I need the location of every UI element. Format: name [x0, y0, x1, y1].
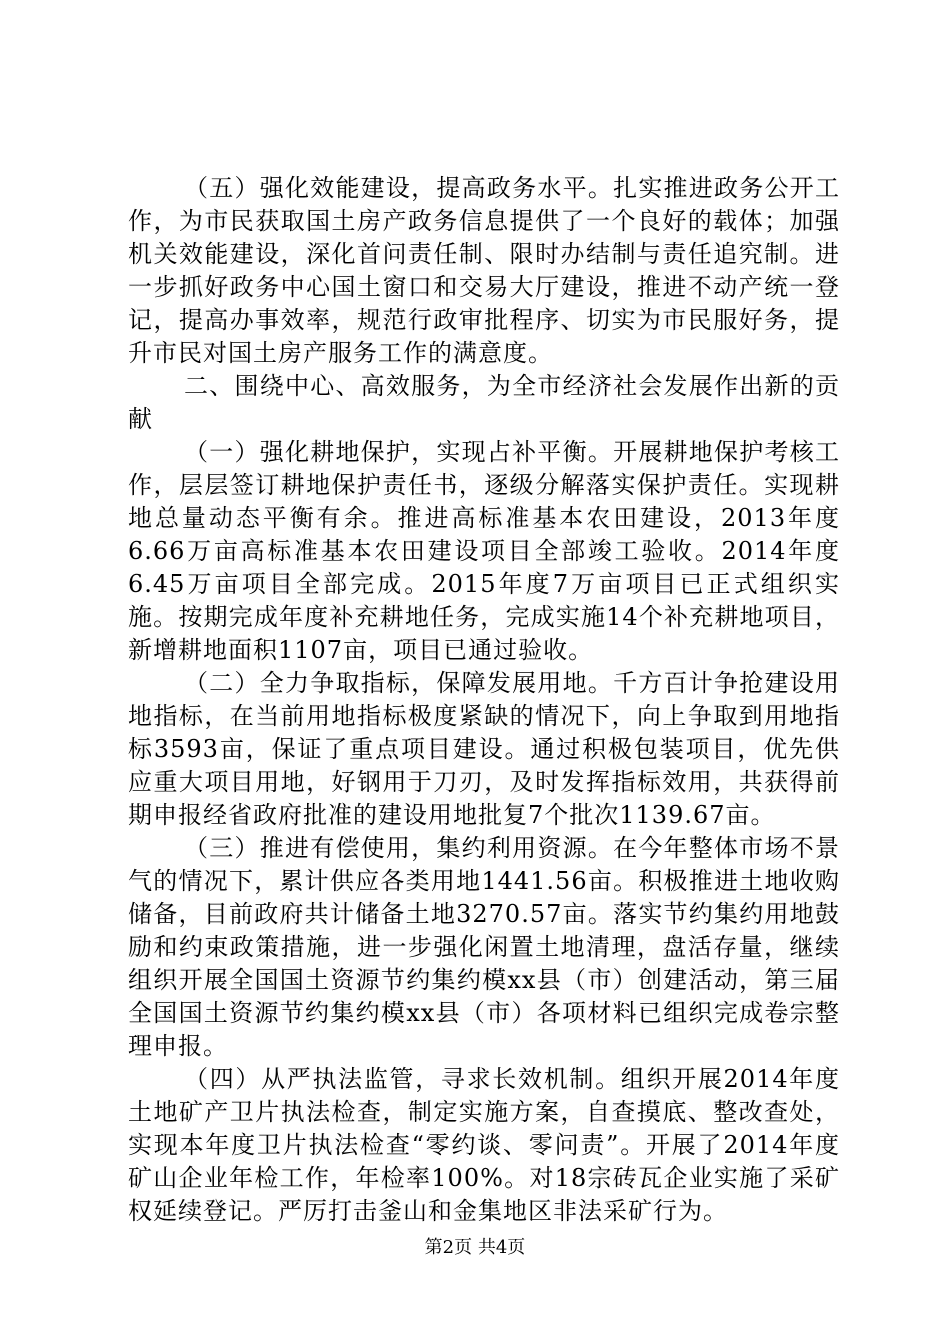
section-heading-two: 二、围绕中心、高效服务，为全市经济社会发展作出新的贡献 [128, 372, 840, 433]
paragraph-land-quota: （二）全力争取指标，保障发展用地。千方百计争抢建设用地指标，在当前用地指标极度紧缺的情况下，向上争取到用地指标3593亩，保证了重点项目建设。通过积极包装项目，优先供应重大项目用地，好钢用于刀刃，及时发挥指标效用，共获得前期申报经省政府批准的建设用地批复7个批次1139.67亩。 [128, 669, 840, 829]
paragraph-efficiency-building: （五）强化效能建设，提高政务水平。扎实推进政务公开工作，为市民获取国土房产政务信息提供了一个良好的载体；加强机关效能建设，深化首问责任制、限时办结制与责任追究制。进一步抓好政务中心国土窗口和交易大厅建设，推进不动产统一登记，提高办事效率，规范行政审批程序、切实为市民服好务，提升市民对国土房产服务工作的满意度。 [128, 174, 840, 367]
page-number-footer: 第2页 共4页 [424, 1237, 526, 1258]
paragraph-law-enforcement: （四）从严执法监管，寻求长效机制。组织开展2014年度土地矿产卫片执法检查，制定实施方案，自查摸底、整改查处，实现本年度卫片执法检查“零约谈、零问责”。开展了2014年度矿山企业年检工作，年检率100%。对18宗砖瓦企业实施了采矿权延续登记。严厉打击釜山和金集地区非法采矿行为。 [128, 1065, 840, 1225]
document-body [128, 172, 840, 1228]
paragraph-farmland-protection: （一）强化耕地保护，实现占补平衡。开展耕地保护考核工作，层层签订耕地保护责任书，逐级分解落实保护责任。实现耕地总量动态平衡有余。推进高标准基本农田建设，2013年度6.66万亩高标准基本农田建设项目全部竣工验收。2014年度6.45万亩项目全部完成。2015年度7万亩项目已正式组织实施。按期完成年度补充耕地任务，完成实施14个补充耕地项目，新增耕地面积1107亩，项目已通过验收。 [128, 438, 840, 664]
paragraph-paid-use: （三）推进有偿使用，集约利用资源。在今年整体市场不景气的情况下，累计供应各类用地1441.56亩。积极推进土地收购储备，目前政府共计储备土地3270.57亩。落实节约集约用地鼓励和约束政策措施，进一步强化闲置土地清理，盘活存量，继续组织开展全国国土资源节约集约模xx县（市）创建活动，第三届全国国土资源节约集约模xx县（市）各项材料已组织完成卷宗整理申报。 [128, 834, 840, 1060]
